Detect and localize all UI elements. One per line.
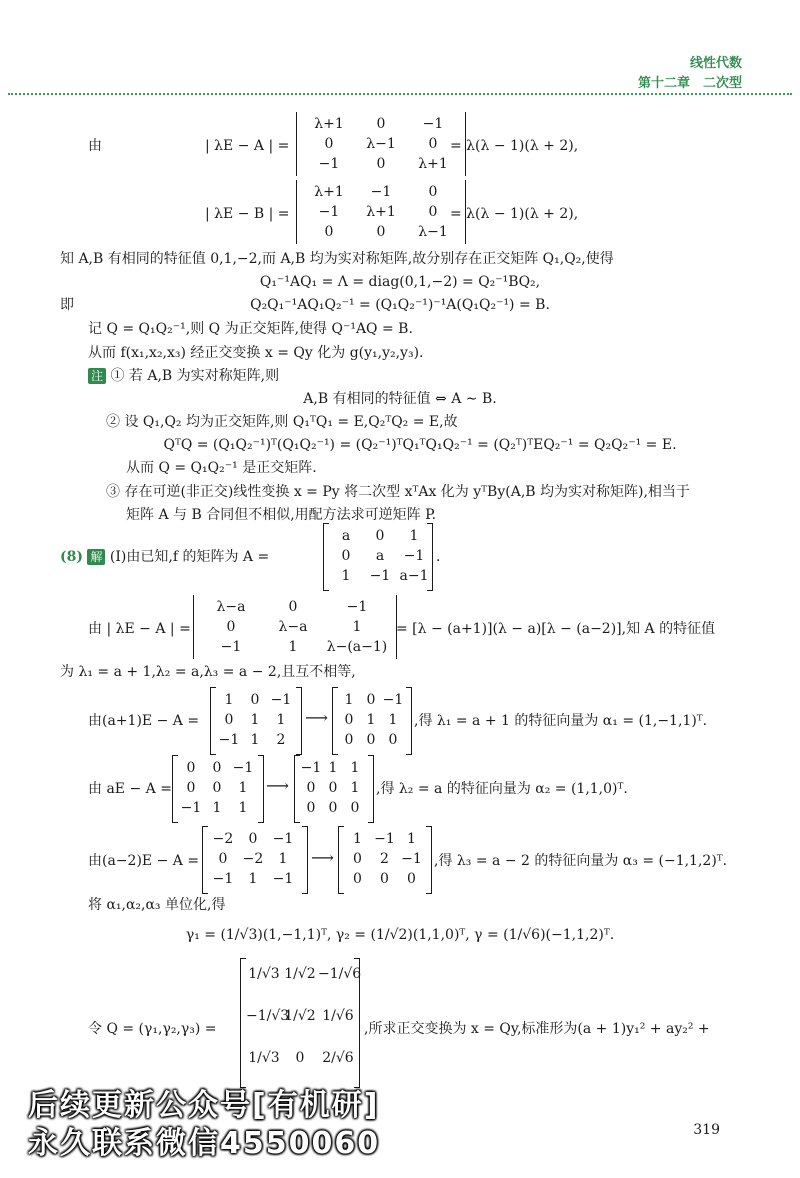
matrix-cell: 0 bbox=[428, 184, 438, 200]
matrix-cell: 1 bbox=[276, 712, 286, 728]
matrix-cell: 0 bbox=[212, 780, 222, 796]
text-you: 由 bbox=[88, 138, 102, 154]
matrix-cell: 1 bbox=[288, 639, 298, 655]
text-ji: 即 bbox=[60, 297, 74, 313]
page-number: 319 bbox=[693, 1122, 720, 1138]
watermark-line-2: 永久联系微信4550060 bbox=[28, 1126, 381, 1161]
eigen2-reduced bbox=[294, 756, 372, 820]
eigen2-label: 由 aE − A = bbox=[88, 781, 172, 797]
problem-8 bbox=[60, 548, 269, 566]
eigen3-reduced bbox=[338, 827, 431, 891]
matrix-cell: a bbox=[375, 548, 385, 564]
matrix-cell: −1 bbox=[212, 871, 234, 887]
matrix-cell: 1 bbox=[409, 528, 419, 544]
matrix-cell: −1 bbox=[369, 568, 391, 584]
matrix-cell: 1 bbox=[224, 692, 234, 708]
matrix-cell: 0 bbox=[428, 204, 438, 220]
matrix-cell: 0 bbox=[324, 224, 334, 240]
matrix-cell: λ−(a−1) bbox=[326, 639, 388, 655]
eigen3-label: 由(a−2)E − A = bbox=[88, 853, 200, 869]
matrix-cell: 1 bbox=[366, 712, 376, 728]
matrix-cell: 1 bbox=[248, 871, 258, 887]
matrix-cell: 0 bbox=[366, 732, 376, 748]
det3-label: 由 | λE − A | = bbox=[88, 621, 191, 637]
matrix-cell: −1 bbox=[218, 732, 240, 748]
det2-label: | λE − B | = bbox=[205, 206, 290, 222]
matrix-cell: −1 bbox=[300, 760, 322, 776]
q-label: 令 Q = (γ₁,γ₂,γ₃) = bbox=[88, 1021, 217, 1037]
det3-result: = [λ − (a+1)](λ − a)[λ − (a−2)],知 A 的特征值 bbox=[396, 621, 716, 637]
matrix-cell: −1 bbox=[232, 760, 254, 776]
q-result: ,所求正交变换为 x = Qy,标准形为(a + 1)y₁² + ay₂² + bbox=[364, 1021, 710, 1037]
matrix-cell: −1 bbox=[180, 800, 202, 816]
matrix-cell: 1 bbox=[353, 831, 362, 847]
problem-8-end: . bbox=[436, 549, 441, 565]
matrix-cell: 0 bbox=[366, 692, 376, 708]
matrix-cell: 0 bbox=[306, 780, 316, 796]
watermark-line-1: 后续更新公众号[有机研] bbox=[28, 1088, 380, 1123]
matrix-cell: λ+1 bbox=[314, 116, 344, 132]
matrix-cell: 1 bbox=[350, 760, 360, 776]
matrix-cell: −1 bbox=[272, 871, 294, 887]
matrix-cell: −1 bbox=[374, 831, 395, 847]
matrix-cell: 0 bbox=[376, 116, 386, 132]
matrix-cell: λ+1 bbox=[314, 184, 344, 200]
problem-number: (8) bbox=[60, 549, 83, 565]
matrix-cell: −1 bbox=[318, 156, 340, 172]
matrix-cell: 0 bbox=[388, 732, 398, 748]
row-reduce-arrow-icon: ⟶ bbox=[305, 708, 328, 727]
text-line-4: Q₁⁻¹AQ₁ = Λ = diag(0,1,−2) = Q₂⁻¹BQ₂, bbox=[259, 274, 541, 290]
matrix-cell: 0 bbox=[306, 800, 316, 816]
eigen2-matrix bbox=[172, 756, 262, 820]
header-divider bbox=[8, 93, 792, 95]
matrix-cell: 0 bbox=[250, 692, 260, 708]
note-1 bbox=[88, 367, 279, 385]
matrix-cell: 0 bbox=[428, 136, 438, 152]
matrix-cell: 1 bbox=[407, 831, 416, 847]
note-3-cont: 矩阵 A 与 B 合同但不相似,用配方法求可逆矩阵 P. bbox=[126, 507, 437, 523]
matrix-cell: 2 bbox=[380, 851, 389, 867]
row-reduce-arrow-icon: ⟶ bbox=[311, 848, 334, 867]
det1-matrix bbox=[296, 112, 466, 176]
det1-label: | λE − A | = bbox=[205, 138, 290, 154]
eigen1-result: ,得 λ₁ = a + 1 的特征向量为 α₁ = (1,−1,1)ᵀ. bbox=[414, 713, 708, 729]
matrix-cell: 0 bbox=[344, 712, 354, 728]
eigen1-reduced bbox=[332, 688, 410, 752]
matrix-cell: 2/√6 bbox=[322, 1050, 354, 1066]
matrix-cell: 1 bbox=[250, 712, 260, 728]
chapter-title: 第十二章 二次型 bbox=[637, 76, 742, 91]
matrix-cell: 1 bbox=[250, 732, 260, 748]
text-line-5: Q₂Q₁⁻¹AQ₁Q₂⁻¹ = (Q₁Q₂⁻¹)⁻¹A(Q₁Q₂⁻¹) = B. bbox=[250, 297, 550, 313]
matrix-cell: 1 bbox=[238, 800, 248, 816]
eigen1-label: 由(a+1)E − A = bbox=[88, 713, 200, 729]
det1-result: = λ(λ − 1)(λ + 2), bbox=[450, 138, 579, 154]
text-line-11: γ₁ = (1/√3)(1,−1,1)ᵀ, γ₂ = (1/√2)(1,1,0)ᵀ, γ = (1/√6)(−1,1,2)ᵀ. bbox=[185, 927, 615, 943]
det3-matrix bbox=[193, 595, 397, 659]
note-3: ③ 存在可逆(非正交)线性变换 x = Py 将二次型 xᵀAx 化为 yᵀBy(A,B 均为实对称矩阵),相当于 bbox=[106, 484, 690, 500]
matrix-cell: 0 bbox=[186, 760, 196, 776]
matrix-cell: λ−a bbox=[278, 619, 308, 635]
note-tag: 注 bbox=[88, 368, 106, 384]
note-1-text: ① 若 A,B 为实对称矩阵,则 bbox=[110, 368, 280, 384]
matrix-cell: −1/√6 bbox=[318, 966, 362, 982]
matrix-cell: 0 bbox=[376, 156, 386, 172]
matrix-cell: 1 bbox=[278, 851, 288, 867]
matrix-cell: 1/√6 bbox=[322, 1008, 354, 1024]
matrix-cell: 1/√2 bbox=[284, 1008, 316, 1024]
matrix-cell: 0 bbox=[344, 732, 354, 748]
matrix-cell: λ−a bbox=[216, 599, 246, 615]
text-line-7: 从而 f(x₁,x₂,x₃) 经正交变换 x = Qy 化为 g(y₁,y₂,y₃). bbox=[88, 345, 424, 361]
eigen2-result: ,得 λ₂ = a 的特征向量为 α₂ = (1,1,0)ᵀ. bbox=[376, 781, 628, 797]
matrix-cell: 1 bbox=[352, 619, 362, 635]
note-2: ② 设 Q₁,Q₂ 均为正交矩阵,则 Q₁ᵀQ₁ = E,Q₂ᵀQ₂ = E,故 bbox=[106, 414, 458, 430]
matrix-cell: 0 bbox=[288, 599, 298, 615]
matrix-cell: −1/√3 bbox=[246, 1008, 290, 1024]
solution-tag: 解 bbox=[87, 549, 105, 565]
matrix-cell: 0 bbox=[353, 851, 362, 867]
note-2-formula: QᵀQ = (Q₁Q₂⁻¹)ᵀ(Q₁Q₂⁻¹) = (Q₂⁻¹)ᵀQ₁ᵀQ₁Q₂⁻¹ = (Q₂ᵀ)ᵀEQ₂⁻¹ = Q₂Q₂⁻¹ = E. bbox=[163, 437, 677, 453]
matrix-cell: 1/√3 bbox=[248, 966, 280, 982]
matrix-a bbox=[323, 524, 437, 588]
matrix-cell: 0 bbox=[186, 780, 196, 796]
matrix-cell: −1 bbox=[272, 831, 294, 847]
note-2-conclusion: 从而 Q = Q₁Q₂⁻¹ 是正交矩阵. bbox=[126, 460, 317, 476]
matrix-cell: 1 bbox=[350, 780, 360, 796]
text-line-9: 为 λ₁ = a + 1,λ₂ = a,λ₃ = a − 2,且互不相等, bbox=[60, 664, 356, 680]
matrix-cell: 0 bbox=[226, 619, 236, 635]
matrix-cell: 1 bbox=[328, 760, 338, 776]
matrix-cell: 2 bbox=[276, 732, 286, 748]
matrix-cell: 0 bbox=[341, 548, 351, 564]
eigen3-result: ,得 λ₃ = a − 2 的特征向量为 α₃ = (−1,1,2)ᵀ. bbox=[434, 853, 728, 869]
eigen1-matrix bbox=[210, 688, 300, 752]
problem-8-text: (Ⅰ)由已知,f 的矩阵为 A = bbox=[109, 549, 270, 565]
matrix-cell: λ+1 bbox=[366, 204, 396, 220]
matrix-cell: 1/√2 bbox=[284, 966, 316, 982]
matrix-cell: 0 bbox=[324, 136, 334, 152]
text-line-6: 记 Q = Q₁Q₂⁻¹,则 Q 为正交矩阵,使得 Q⁻¹AQ = B. bbox=[88, 321, 413, 337]
eigen3-matrix bbox=[202, 827, 304, 891]
matrix-cell: 1 bbox=[344, 692, 354, 708]
matrix-cell: −1 bbox=[370, 184, 392, 200]
matrix-cell: λ−1 bbox=[418, 224, 448, 240]
matrix-cell: 1 bbox=[388, 712, 398, 728]
text-line-10: 将 α₁,α₂,α₃ 单位化,得 bbox=[88, 897, 226, 913]
matrix-cell: λ+1 bbox=[418, 156, 448, 172]
matrix-cell: 0 bbox=[212, 760, 222, 776]
note-1-formula: A,B 有相同的特征值 ⇔ A ∼ B. bbox=[303, 391, 497, 407]
matrix-cell: 0 bbox=[407, 871, 416, 887]
matrix-cell: a bbox=[341, 528, 351, 544]
matrix-cell: −1 bbox=[318, 204, 340, 220]
det2-matrix bbox=[296, 180, 466, 244]
det2-result: = λ(λ − 1)(λ + 2), bbox=[450, 206, 579, 222]
matrix-cell: −1 bbox=[382, 692, 404, 708]
matrix-cell: 0 bbox=[295, 1050, 305, 1066]
matrix-cell: 0 bbox=[375, 528, 385, 544]
book-title: 线性代数 bbox=[689, 56, 742, 71]
row-reduce-arrow-icon: ⟶ bbox=[266, 776, 289, 795]
text-line-3: 知 A,B 有相同的特征值 0,1,−2,而 A,B 均为实对称矩阵,故分别存在正交矩阵 Q₁,Q₂,使得 bbox=[60, 251, 614, 267]
matrix-cell: 0 bbox=[218, 851, 228, 867]
matrix-cell: −2 bbox=[212, 831, 234, 847]
matrix-cell: 0 bbox=[328, 800, 338, 816]
matrix-cell: 0 bbox=[350, 800, 360, 816]
matrix-cell: −1 bbox=[346, 599, 368, 615]
q-matrix bbox=[240, 962, 364, 1070]
matrix-cell: −1 bbox=[220, 639, 242, 655]
matrix-cell: −1 bbox=[403, 548, 425, 564]
matrix-cell: 0 bbox=[248, 831, 258, 847]
matrix-cell: −1 bbox=[422, 116, 444, 132]
matrix-cell: 0 bbox=[328, 780, 338, 796]
matrix-cell: λ−1 bbox=[366, 136, 396, 152]
matrix-cell: 1 bbox=[238, 780, 248, 796]
matrix-cell: 1 bbox=[341, 568, 351, 584]
matrix-cell: 0 bbox=[380, 871, 389, 887]
matrix-cell: −1 bbox=[401, 851, 422, 867]
matrix-cell: 1/√3 bbox=[248, 1050, 280, 1066]
matrix-cell: 1 bbox=[212, 800, 222, 816]
matrix-cell: −2 bbox=[242, 851, 264, 867]
matrix-cell: 0 bbox=[376, 224, 386, 240]
matrix-cell: −1 bbox=[270, 692, 292, 708]
matrix-cell: a−1 bbox=[399, 568, 429, 584]
matrix-cell: 0 bbox=[353, 871, 362, 887]
matrix-cell: 0 bbox=[224, 712, 234, 728]
